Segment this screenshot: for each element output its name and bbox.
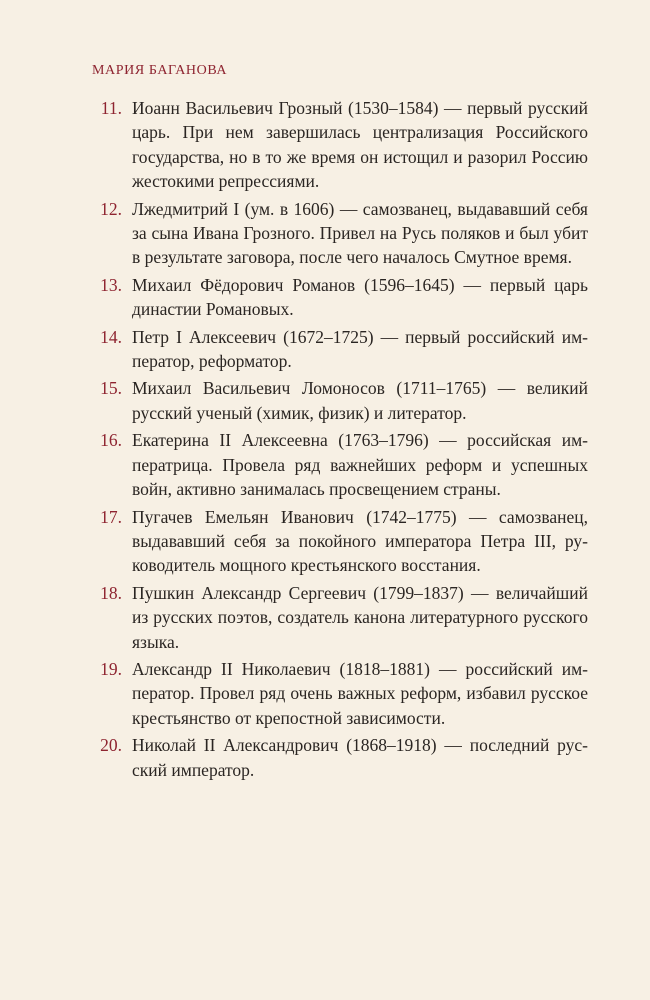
note-number: 20. <box>100 735 122 756</box>
note-text: Александр II Николаевич (1818–1881) — российский император. Провел ряд очень важных реформ, избавил русское крестьянство от крепостной зависимости. <box>132 658 588 728</box>
endnotes-list <box>88 96 588 785</box>
note-text: Пугачев Емельян Иванович (1742–1775) — самозванец, выдававший себя за покойного императора Петра III, руководитель мощного крестьянского восстания. <box>132 506 588 576</box>
note-text: Михаил Васильевич Ломоносов (1711–1765) — великий русский ученый (химик, физик) и литератор. <box>132 378 588 423</box>
note-text: Пушкин Александр Сергеевич (1799–1837) — величайший из русских поэтов, создатель канона литературного русского языка. <box>132 582 588 652</box>
note-text: Николай II Александрович (1868–1918) — последний русский император. <box>132 735 588 780</box>
note-item <box>88 428 588 501</box>
note-text: Лжедмитрий I (ум. в 1606) — самозванец, выдававший себя за сына Ивана Грозного. Привел на Русь поляков и был убит в результате заговора, после чего началось Смутное время. <box>132 198 588 268</box>
note-item <box>88 657 588 730</box>
note-number: 19. <box>100 658 122 679</box>
note-number: 14. <box>100 326 122 347</box>
note-item <box>88 505 588 578</box>
note-number: 12. <box>100 198 122 219</box>
note-number: 13. <box>100 274 122 295</box>
note-text: Иоанн Васильевич Грозный (1530–1584) — первый русский царь. При нем завершилась централизация Российского государства, но в то же время он истощил и разорил Россию жестокими репрессиями. <box>132 98 588 192</box>
note-number: 11. <box>100 98 122 118</box>
note-text: Петр I Алексеевич (1672–1725) — первый российский император, реформатор. <box>132 326 588 372</box>
note-number: 16. <box>100 430 122 451</box>
note-item <box>88 376 588 425</box>
note-item <box>88 197 588 270</box>
note-number: 18. <box>100 582 122 603</box>
running-head-author: МАРИЯ БАГАНОВА <box>92 63 228 78</box>
note-item <box>88 96 588 194</box>
note-number: 17. <box>100 506 122 527</box>
note-item <box>88 733 588 782</box>
note-text: Михаил Фёдорович Романов (1596–1645) — первый царь династии Романовых. <box>132 274 588 320</box>
note-item <box>88 581 588 654</box>
note-text: Екатерина II Алексеевна (1763–1796) — российская императрица. Провела ряд важнейших реформ и успешных войн, активно занималась просвещением страны. <box>132 430 588 500</box>
note-item <box>88 325 588 374</box>
note-item <box>88 273 588 322</box>
note-number: 15. <box>100 378 122 399</box>
